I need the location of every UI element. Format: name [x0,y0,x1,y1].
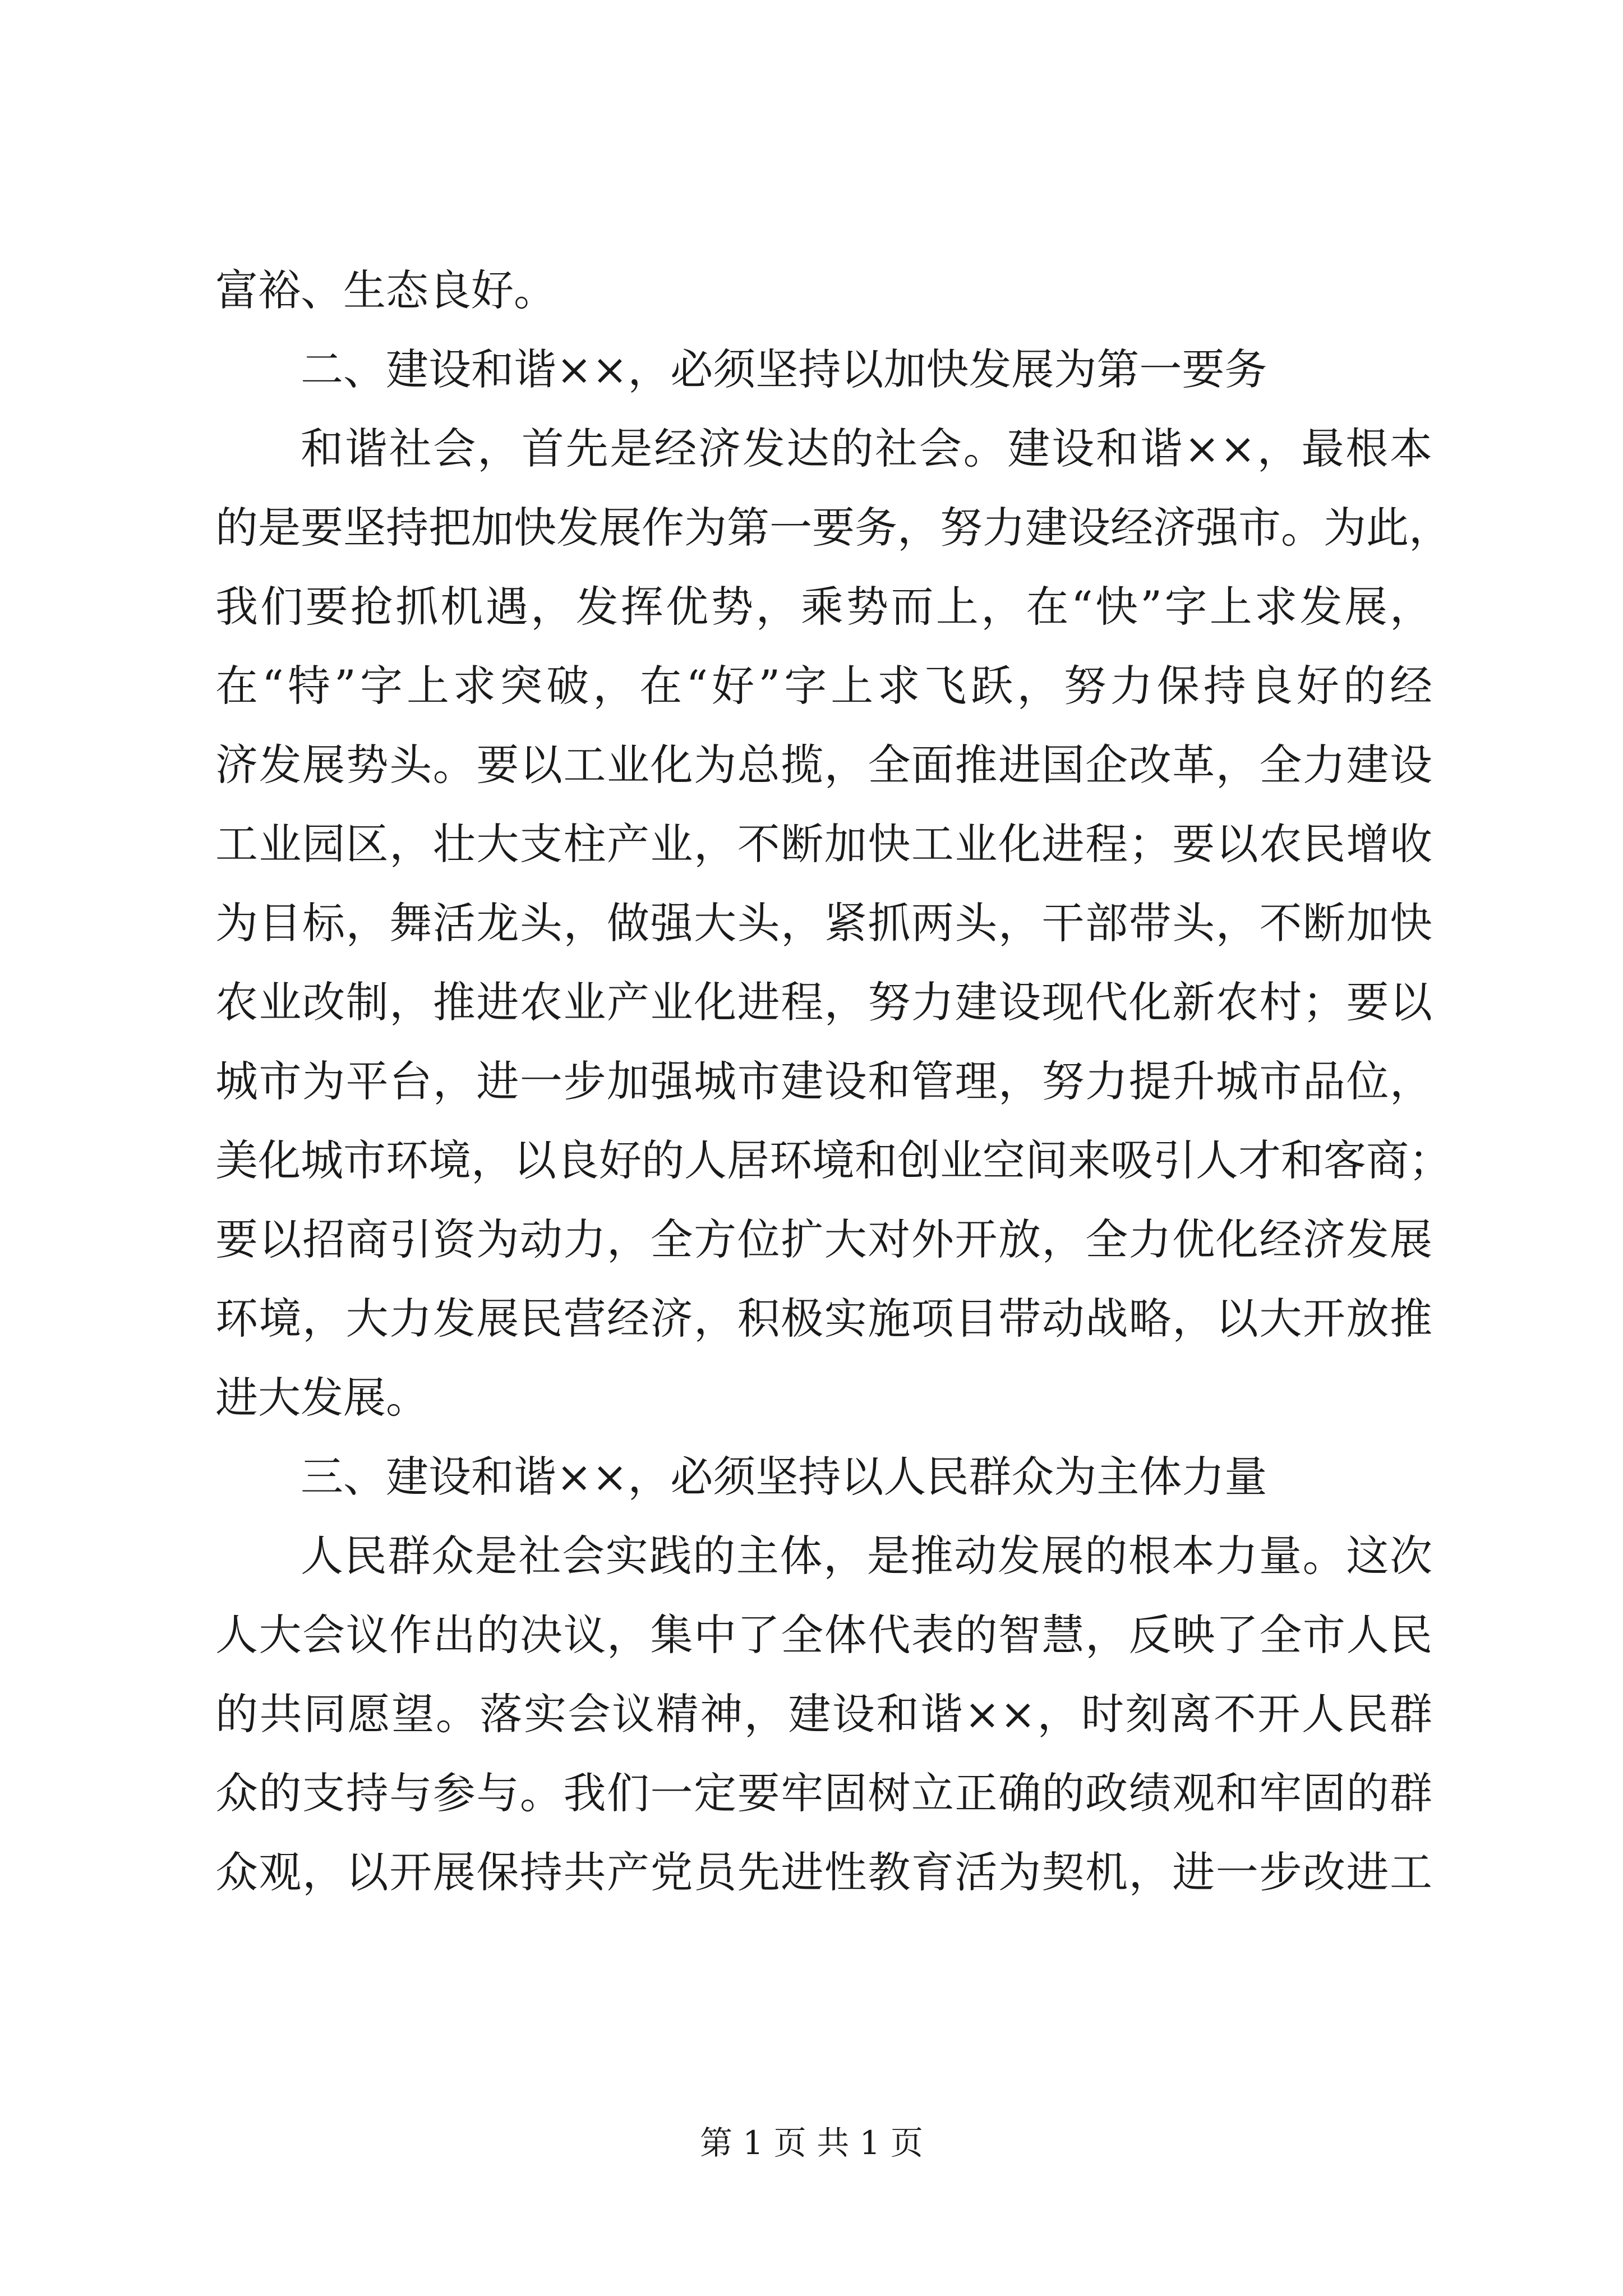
text-line: 美化城市环境，以良好的人居环境和创业空间来吸引人才和客商； [215,1135,1451,1185]
text-line: 济发展势头。要以工业化为总揽，全面推进国企改革，全力建设 [215,740,1432,790]
text-line: 的共同愿望。落实会议精神，建设和谐××，时刻离不开人民群 [215,1689,1432,1739]
text-line: 的是要坚持把加快发展作为第一要务，努力建设经济强市。为此， [215,503,1451,553]
text-line: 环境，大力发展民营经济，积极实施项目带动战略，以大开放推 [215,1294,1432,1343]
text-line: 众观，以开展保持共产党员先进性教育活为契机，进一步改进工 [215,1847,1432,1897]
text-line: 人大会议作出的决议，集中了全体代表的智慧，反映了全市人民 [215,1610,1432,1660]
text-line: 三、建设和谐××，必须坚持以人民群众为主体力量 [301,1452,1267,1502]
text-line: 为目标，舞活龙头，做强大头，紧抓两头，干部带头，不断加快 [215,898,1432,948]
text-line: 农业改制，推进农业产业化进程，努力建设现代化新农村；要以 [215,977,1432,1027]
text-line: 进大发展。 [215,1373,428,1423]
text-line: 二、建设和谐××，必须坚持以加快发展为第一要务 [301,344,1267,394]
text-line: 和谐社会，首先是经济发达的社会。建设和谐××，最根本 [301,424,1432,473]
text-line: 富裕、生态良好。 [215,265,556,315]
text-line: 我们要抢抓机遇，发挥优势，乘势而上，在“快”字上求发展， [215,582,1432,632]
text-line: 要以招商引资为动力，全方位扩大对外开放，全力优化经济发展 [215,1214,1432,1264]
text-line: 在“特”字上求突破，在“好”字上求飞跃，努力保持良好的经 [215,661,1432,711]
text-line: 众的支持与参与。我们一定要牢固树立正确的政绩观和牢固的群 [215,1768,1432,1818]
text-line: 城市为平台，进一步加强城市建设和管理，努力提升城市品位， [215,1056,1432,1106]
text-line: 人民群众是社会实践的主体，是推动发展的根本力量。这次 [301,1531,1432,1581]
page-footer: 第 1 页 共 1 页 [700,2124,923,2162]
text-line: 工业园区，壮大支柱产业，不断加快工业化进程；要以农民增收 [215,819,1432,869]
